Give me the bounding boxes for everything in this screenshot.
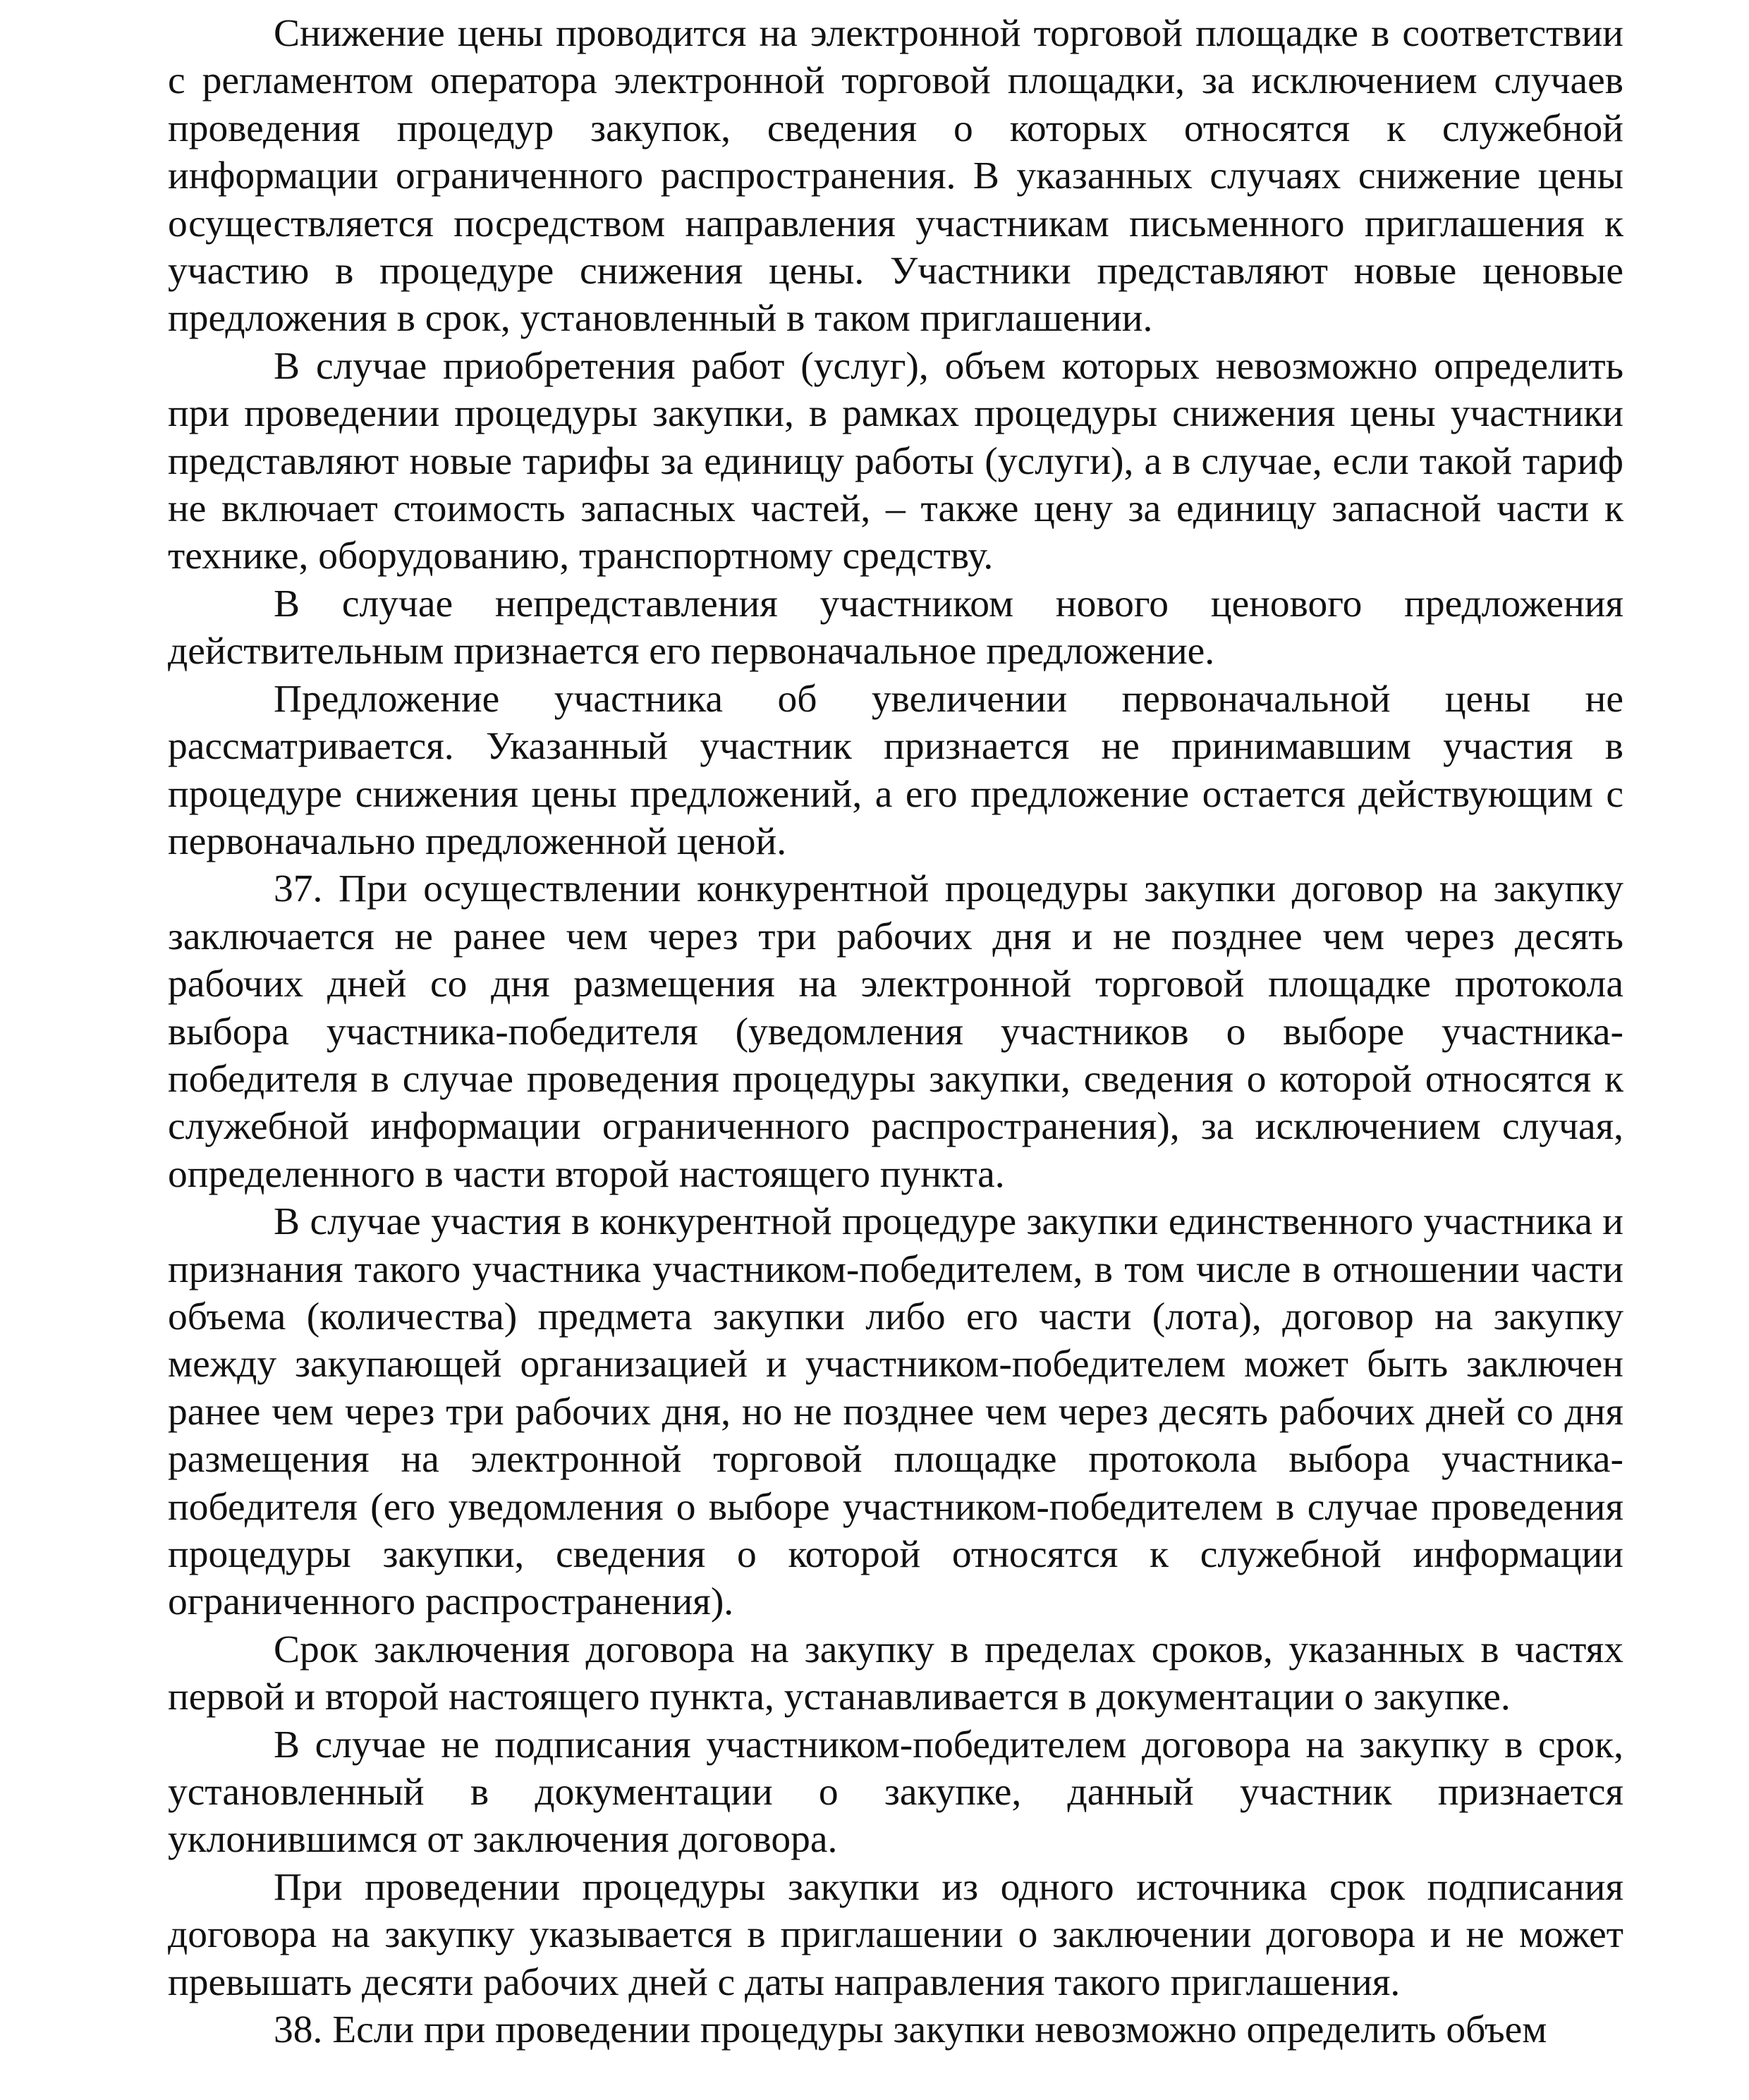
paragraph-item-38: 38. Если при проведении процедуры закупки невозможно определить объем: [274, 2008, 1547, 2052]
paragraph-price-reduction: Снижение цены проводится на электронной торговой площадке в соответствии с регламентом оператора электронной торговой площадки, за исключением случаев проведения процедур закупок, сведения о которых относятся к служебной информации ограниченного распространения. В указанных случаях снижение цены осуществляется посредством направления участникам письменного приглашения к участию в процедуре снижения цены. Участники представляют новые ценовые предложения в срок, установленный в таком приглашении.: [168, 12, 1623, 341]
paragraph-not-signed: В случае не подписания участником-победителем договора на закупку в срок, установленный в документации о закупке, данный участник признается уклонившимся от заключения договора.: [168, 1723, 1623, 1862]
paragraph-no-new-offer: В случае непредставления участником нового ценового предложения действительным признается его первоначальное предложение.: [168, 582, 1623, 673]
paragraph-works-services-tariffs: В случае приобретения работ (услуг), объем которых невозможно определить при проведении процедуры закупки, в рамках процедуры снижения цены участники представляют новые тарифы за единицу работы (услуги), а в случае, если такой тариф не включает стоимость запасных частей, – также цену за единицу запасной части к технике, оборудованию, транспортному средству.: [168, 344, 1623, 578]
paragraph-price-increase: Предложение участника об увеличении первоначальной цены не рассматривается. Указанный участник признается не принимавшим участия в процедуре снижения цены предложений, а его предложение остается действующим с первоначально предложенной ценой.: [168, 677, 1623, 863]
paragraph-item-37: 37. При осуществлении конкурентной процедуры закупки договор на закупку заключается не ранее чем через три рабочих дня и не позднее чем через десять рабочих дней со дня размещения на электронной торговой площадке протокола выбора участника-победителя (уведомления участников о выборе участника-победителя в случае проведения процедуры закупки, сведения о которой относятся к служебной информации ограниченного распространения), за исключением случая, определенного в части второй настоящего пункта.: [168, 867, 1623, 1196]
paragraph-contract-term: Срок заключения договора на закупку в пределах сроков, указанных в частях первой и второй настоящего пункта, устанавливается в документации о закупке.: [168, 1628, 1623, 1719]
paragraph-single-participant: В случае участия в конкурентной процедуре закупки единственного участника и признания такого участника участником-победителем, в том числе в отношении части объема (количества) предмета закупки либо его части (лота), договор на закупку между закупающей организацией и участником-победителем может быть заключен ранее чем через три рабочих дня, но не позднее чем через десять рабочих дней со дня размещения на электронной торговой площадке протокола выбора участника-победителя (его уведомления о выборе участником-победителем в случае проведения процедуры закупки, сведения о которой относятся к служебной информации ограниченного распространения).: [168, 1200, 1623, 1624]
paragraph-single-source: При проведении процедуры закупки из одного источника срок подписания договора на закупку указывается в приглашении о заключении договора и не может превышать десяти рабочих дней с даты направления такого приглашения.: [168, 1865, 1623, 2004]
